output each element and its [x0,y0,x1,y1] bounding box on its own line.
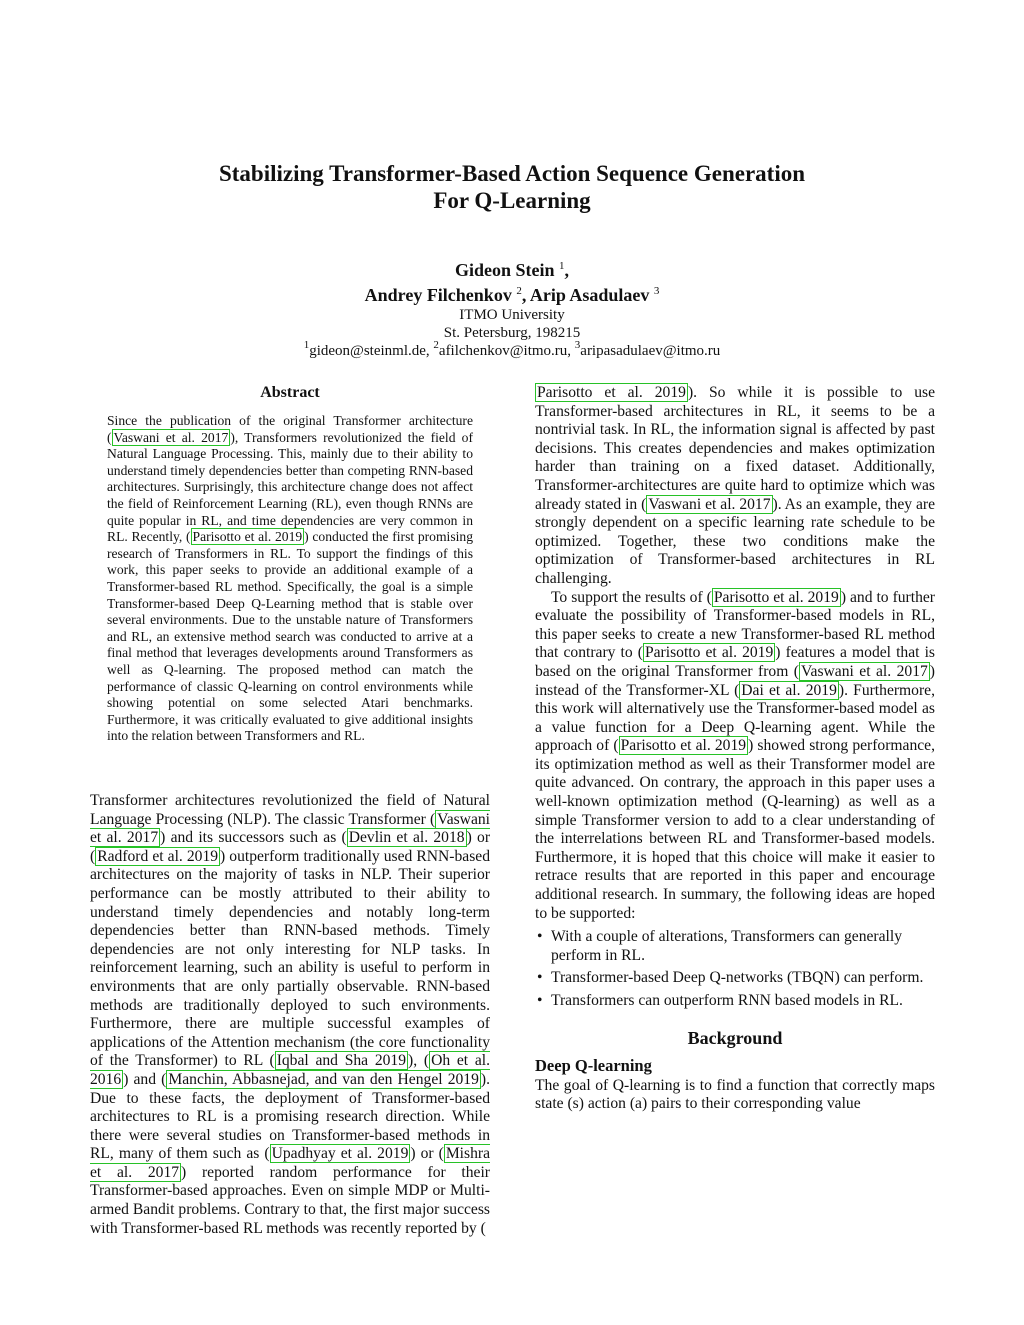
motivation-paragraph [535,589,935,924]
citation-link[interactable]: Mishra et al. 2017 [90,1145,490,1181]
citation-link[interactable]: Upadhyay et al. 2019 [271,1145,409,1163]
body-text: ) showed strong performance, its optimization method as well as their Transformer model are quite advanced. On contrary, the approach in this paper uses a well-known optimization method (Q-learning) as well as a simple Transformer version to add to a clear understanding of the interrelations between RL and Transformer-based models. Furthermore, it is hoped that this choice will make it easier to retrace results that are reported in this paper and encourage additional research. In summary, the following ideas are hoped to be supported: [535,737,935,922]
citation-link[interactable]: Vaswani et al. 2017 [801,662,928,680]
citation-link[interactable]: Parisotto et al. 2019 [537,384,686,401]
list-item [535,969,935,988]
contribution-list [535,928,935,1010]
citation-link[interactable]: Parisotto et al. 2019 [713,588,839,606]
body-text: ) features a model that is based on the original Transformer from ( [535,644,935,680]
intro-paragraph [90,792,490,1238]
author-block [0,258,1024,308]
citation-link[interactable]: Oh et al. 2016 [90,1052,490,1088]
author-emails [0,339,1024,360]
citation-link[interactable]: Iqbal and Sha 2019 [276,1052,407,1070]
body-text: ), ( [408,1052,430,1070]
intro-column-right [535,384,935,1114]
email: gideon@steinml.de, [309,343,434,359]
author-sep: , [564,260,570,280]
citation-link[interactable]: Vaswani et al. 2017 [113,429,229,445]
body-text: ) and ( [123,1070,167,1088]
bullet-icon: • [537,992,543,1009]
body-text: ). Due to these facts, the deployment of Transformer-based architectures to RL is a promising research direction. While there were several studies on Transformer-based methods in RL, many of them such as ( [90,1070,490,1163]
body-text: To support the results of ( [551,588,712,606]
citation-link[interactable]: Vaswani et al. 2017 [648,495,771,513]
email-sup: 2 [433,339,439,351]
list-item [535,992,935,1011]
affiliation-university: ITMO University [459,307,565,323]
author-name: Andrey Filchenkov [364,285,512,305]
body-text: ). So while it is possible to use Transformer-based architectures in RL, it seems to be a nontrivial task. In RL, the information signal is affected by past decisions. This creates dependencies and makes optimization harder than training on a fixed dataset. Additionally, Transformer-architectures are quite hard to optimize which was already stated in ( [535,384,935,513]
affiliation-block [0,306,1024,360]
body-text: Transformer architectures revolutionized the field of Natural Language Processing (NLP). The classic Transformer ( [90,792,490,828]
list-item-text: Transformers can outperform RNN based models in RL. [551,992,903,1009]
author-sup: 2 [516,285,522,297]
section-heading-background: Background [687,1027,783,1048]
subsection-heading-deep-q-learning: Deep Q-learning [535,1055,652,1075]
body-text: ). Furthermore, this work will alternatively use the Transformer-based model as a value function for a Deep Q-learning agent. While the approach of ( [535,681,935,755]
author-sup: 3 [653,285,660,297]
citation-link[interactable]: Vaswani et al. 2017 [90,810,490,847]
body-text: ) reported random performance for their Transformer-based approaches. Even on simple MDP or Multi-armed Bandit problems. Contrary to that, the first major success with Transformer-based RL methods was recently reported by ( [90,1163,490,1237]
citation-link[interactable]: Radford et al. 2019 [97,847,219,865]
body-text: ). As an example, they are strongly dependent on a specific learning rate schedule to be optimized. Together, these two conditions make the optimization of Transformer-based architectures in RL challenging. [535,495,936,587]
bullet-icon: • [537,969,543,987]
title-line-1: Stabilizing Transformer-Based Action Sequence Generation [218,161,806,186]
citation-link[interactable]: Parisotto et al. 2019 [644,644,774,662]
list-item-text: With a couple of alterations, Transformers can generally perform in RL. [551,928,902,964]
abstract-text: ), Transformers revolutionized the field of Natural Language Processing. This, mainly due to their ability to understand timely dependencies better than competing RNN-based architectures. Surprisingly, this architecture change does not affect the field of Reinforcement Learning (RL), even though RNNs are quite popular in RL, and time dependencies are very common in RL. Recently, ( [107,429,473,545]
abstract-text: Since the publication of the original Transformer architecture ( [107,413,473,445]
email: afilchenkov@itmo.ru, [438,343,575,359]
body-text: ) or ( [90,829,491,865]
citation-link[interactable]: Devlin et al. 2018 [348,829,465,847]
bullet-icon: • [537,928,543,946]
email-sup: 1 [303,339,310,351]
citation-link[interactable]: Dai et al. 2019 [741,681,837,699]
email-sup: 3 [574,339,581,351]
intro-column-left [90,792,490,1238]
body-text: ) instead of the Transformer-XL ( [535,662,935,699]
author-line-2 [0,283,1024,308]
abstract-text: ) conducted the first promising research of Transformers in RL. To support the findings of this work, this paper seeks to provide an additional example of a Transformer-based RL method. Specifically, the goal is a simple Transformer-based Deep Q-Learning method that is stable over several environments. Due to the unstable nature of Transformers and RL, an extensive method search was conducted to arrive at a final method that leverages developments around Transformers as well as Q-learning. The proposed method can match the performance of classic Q-learning on control environments while showing potential on some selected Atari benchmarks. Furthermore, it was critically evaluated to give additional insights into the relation between Transformers and RL. [107,529,473,744]
intro-paragraph-continued [535,384,935,589]
email: aripasadulaev@itmo.ru [580,343,721,359]
abstract-body [107,413,473,745]
title-line-2: For Q-Learning [433,188,591,213]
body-text: ) or ( [410,1145,444,1163]
abstract-heading: Abstract [260,384,320,401]
author-name: , Arip Asadulaev [521,285,650,305]
body-text: ) and its successors such as ( [160,829,347,847]
author-sup: 1 [559,260,565,272]
affiliation-city: St. Petersburg, 198215 [443,325,581,341]
body-text: ) and to further evaluate the possibility of Transformer-based models in RL, this paper seeks to create a new Transformer-based RL method that contrary to ( [535,588,935,662]
author-line-1 [0,258,1024,283]
citation-link[interactable]: Parisotto et al. 2019 [620,737,747,755]
paper-title [0,160,1024,214]
list-item-text: Transformer-based Deep Q-networks (TBQN) can perform. [551,969,924,987]
citation-link[interactable]: Manchin, Abbasnejad, and van den Hengel 2019 [168,1070,479,1088]
citation-link[interactable]: Parisotto et al. 2019 [192,529,303,545]
list-item [535,928,935,965]
background-paragraph: The goal of Q-learning is to find a function that correctly maps state (s) action (a) pairs to their corresponding value [535,1076,935,1113]
body-text: ) outperform traditionally used RNN-based architectures on the majority of tasks in NLP. Their superior performance can be mostly attributed to their ability to understand timely dependencies and notably long-term dependencies better than RNN-based methods. Timely dependencies are not only interesting for NLP tasks. In reinforcement learning, such an ability is useful to perform in environments that are only partially observable. RNN-based methods are traditionally deployed to such environments. Furthermore, there are multiple successful examples of applications of the Attention mechanism (the core functionality of the Transformer) to RL ( [90,847,491,1070]
author-name: Gideon Stein [454,260,555,280]
